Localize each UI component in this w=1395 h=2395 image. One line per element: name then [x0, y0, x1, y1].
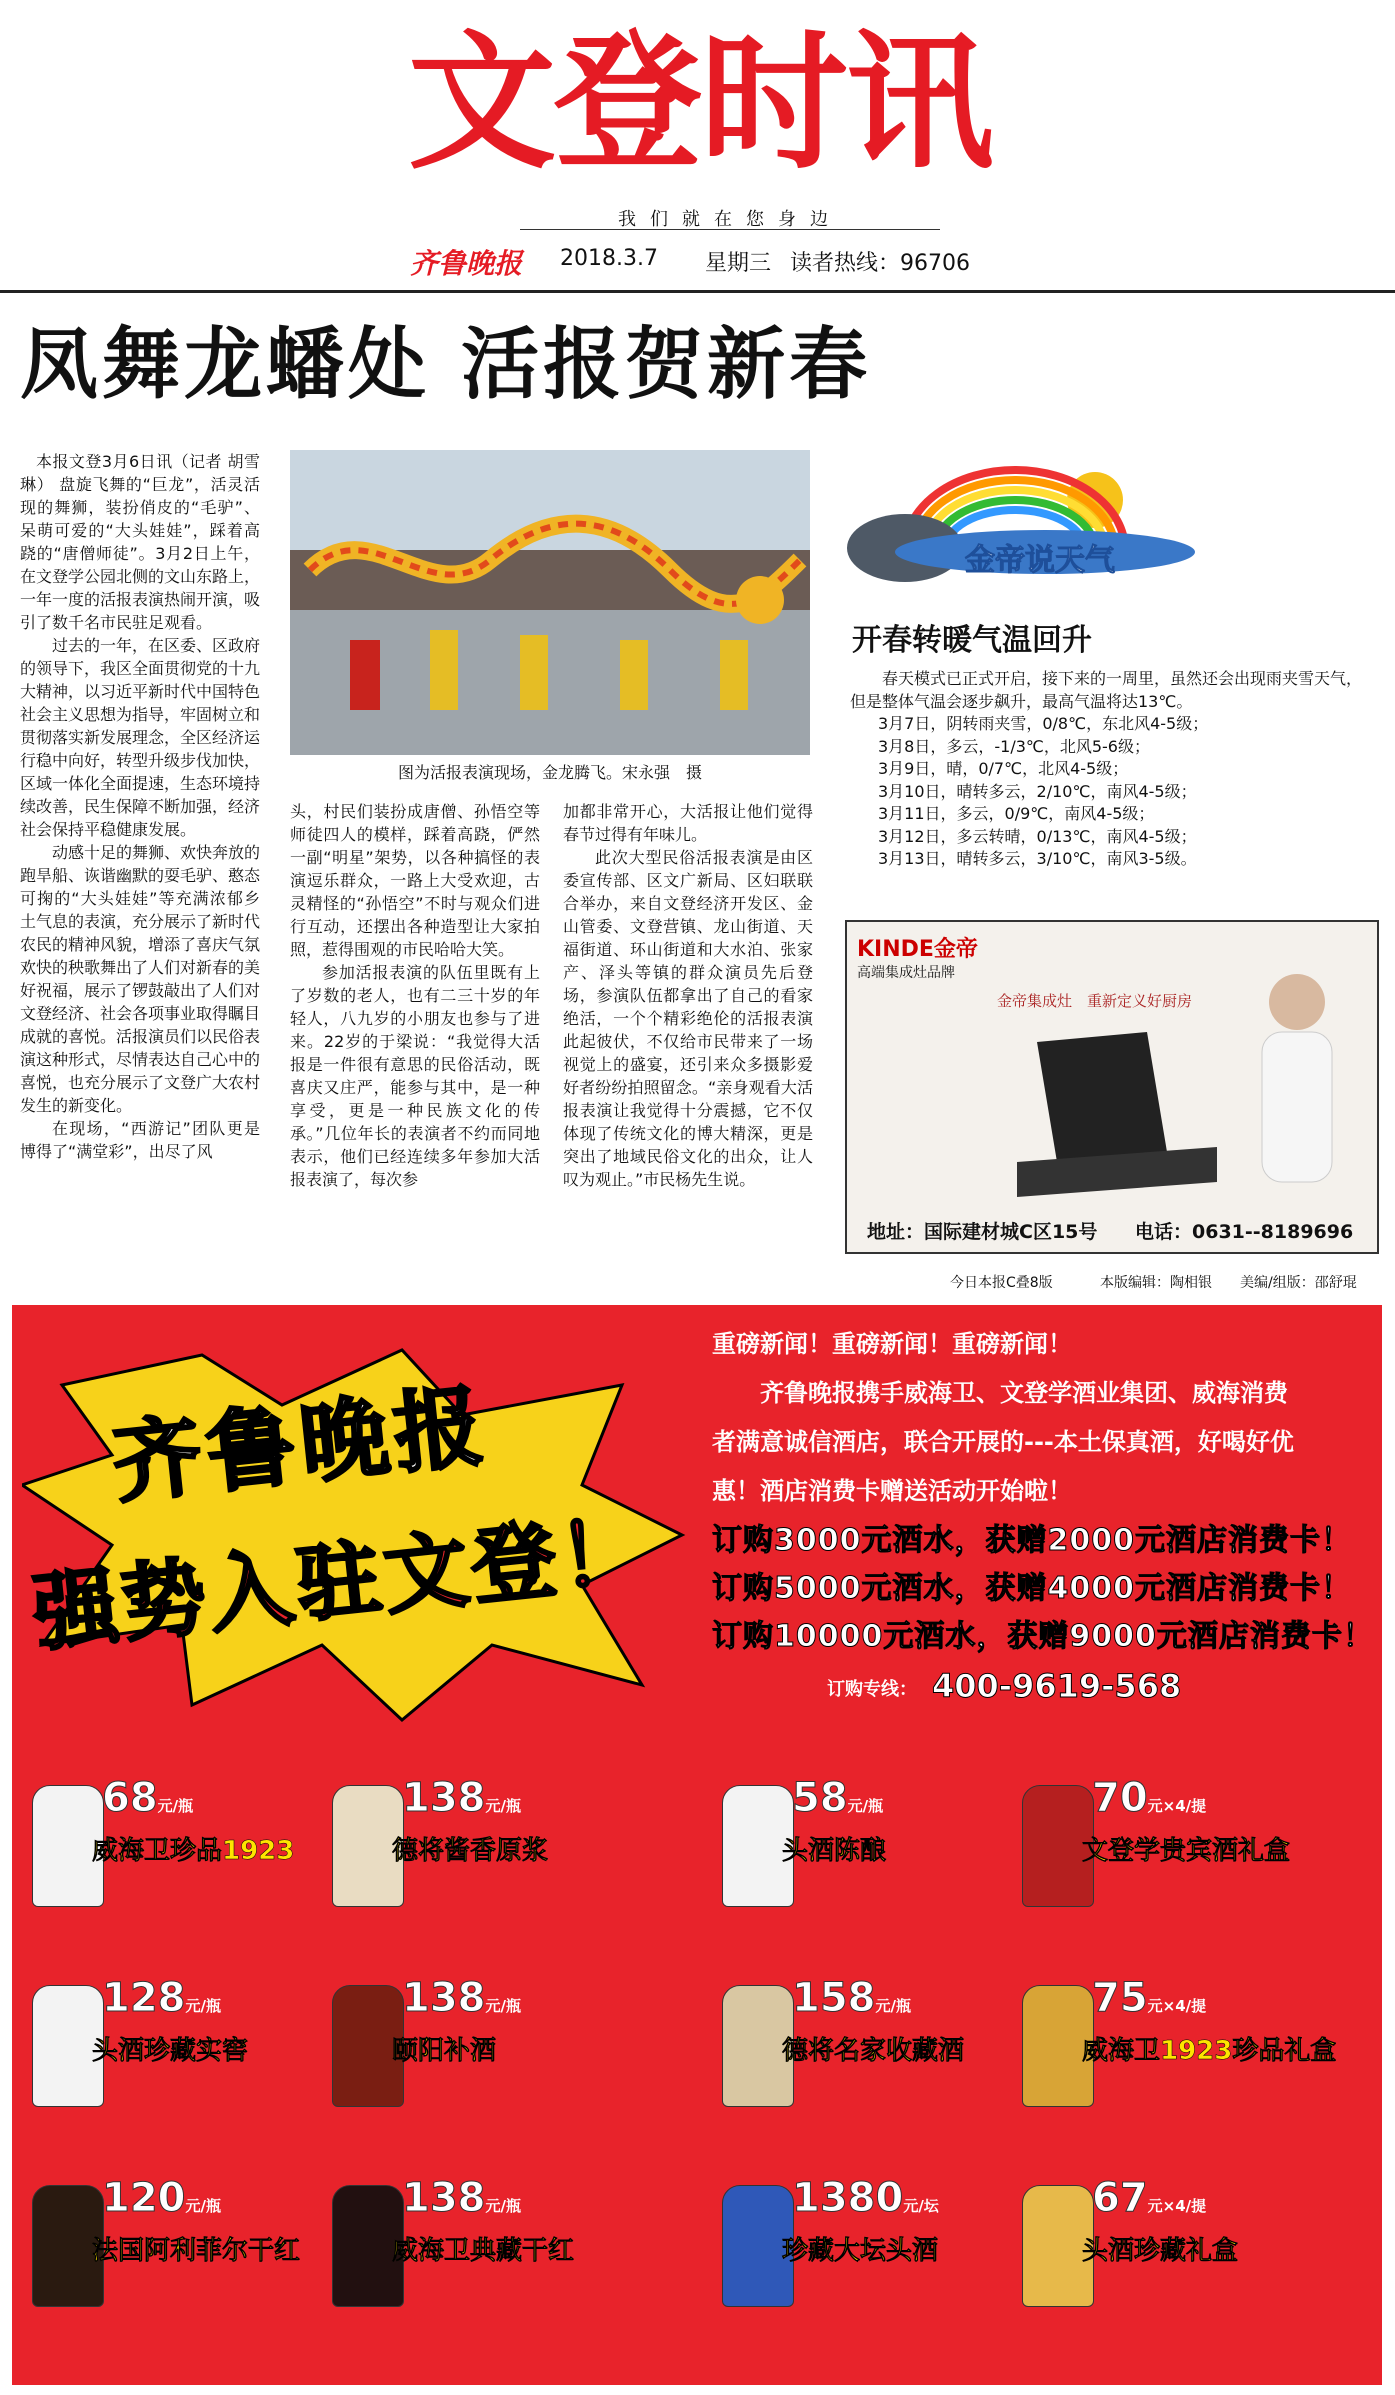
- product-card: [722, 2175, 1052, 2325]
- product-unit: 元/瓶: [485, 1797, 521, 1815]
- kinde-slogan: 金帝集成灶 重新定义好厨房: [997, 992, 1193, 1010]
- product-card: [1022, 1775, 1352, 1925]
- product-name: 头酒陈酿: [782, 1836, 887, 1866]
- promo-copy-line: 者满意诚信酒店，联合开展的---本土保真酒，好喝好优: [712, 1428, 1294, 1456]
- article-paragraph: 动感十足的舞狮、欢快奔放的跑旱船、诙谐幽默的耍毛驴、憨态可掬的“大头娃娃”等充满浓郁乡土气息的表演，充分展示了新时代农民的精神风貌，增添了喜庆气氛欢快的秧歌舞出了人们对新春的美好祝福，展示了锣鼓敲出了人们对文登经济、社会各项事业取得瞩目成就的喜悦。活报演员们以民俗表演这种形式，尽情表达自己心中的喜悦，也充分展示了文登广大农村发生的新变化。: [20, 843, 261, 1115]
- article-paragraph: 头，村民们装扮成唐僧、孙悟空等师徒四人的模样，踩着高跷，俨然一副“明星”架势，以各种搞怪的表演逗乐群众，一路上大受欢迎，古灵精怪的“孙悟空”不时与观众们进行互动，还摆出各种造型让大家拍照，惹得围观的市民哈哈大笑。: [290, 802, 540, 959]
- newspaper-title: 文登时讯: [408, 17, 992, 189]
- model-photo: [1227, 962, 1367, 1202]
- product-price: 138元/瓶: [402, 2175, 521, 2221]
- product-unit: 元/瓶: [185, 1997, 221, 2015]
- forecast-day: 3月12日，多云转晴，0/13℃，南风4-5级；: [878, 826, 1197, 846]
- product-card: [332, 1775, 662, 1925]
- article-paragraph: 参加活报表演的队伍里既有上了岁数的老人，也有二三十岁的年轻人，八九岁的小朋友也参与了进来。22岁的于梁说：“我觉得大活报是一件很有意思的民俗活动，既喜庆又庄严，能参与其中，是一种享受，更是一种民族文化的传承。”几位年长的表演者不约而同地表示，他们已经连续多年参加大活报表演了，每次参: [290, 963, 540, 1189]
- product-unit: 元/瓶: [875, 1997, 911, 2015]
- product-price: 1380元/坛: [792, 2175, 939, 2221]
- forecast-day: 3月11日，多云，0/9℃，南风4-5级；: [878, 804, 1155, 823]
- article-column-3: [563, 800, 813, 1280]
- product-name: 颐阳补酒: [392, 2036, 497, 2066]
- dragon-dance-photo: [290, 450, 810, 755]
- product-name: 头酒珍藏实窖: [92, 2036, 249, 2066]
- product-unit: 元/瓶: [847, 1797, 884, 1815]
- product-price: 68元/瓶: [102, 1775, 194, 1821]
- promo-copy-line: 惠！酒店消费卡赠送活动开始啦！: [712, 1477, 1072, 1505]
- article-paragraph: 加都非常开心，大活报让他们觉得春节过得有年味儿。: [563, 802, 813, 844]
- forecast-day: 3月7日，阴转雨夹雪，0/8℃，东北风4-5级；: [878, 714, 1209, 733]
- product-name: 威海卫典藏干红: [392, 2236, 575, 2266]
- issue-date: 2018.3.7: [560, 246, 658, 271]
- promo-slogan: 强势入驻文登！: [29, 1501, 653, 1663]
- issue-weekday: 星期三: [705, 251, 772, 276]
- promo-offer: 订购5000元酒水，获赠4000元酒店消费卡！: [712, 1571, 1352, 1606]
- designer-credit: 美编/组版：邵舒琨: [1240, 1275, 1357, 1291]
- forecast-day: 3月9日，晴，0/7℃，北风4-5级；: [878, 759, 1129, 778]
- product-card: [332, 1975, 662, 2125]
- promo-brand: 齐鲁晚报: [108, 1373, 494, 1516]
- article-column-1: [20, 450, 260, 1270]
- product-name: 法国阿利菲尔干红: [92, 2236, 301, 2266]
- range-hood-image: [1017, 1032, 1217, 1202]
- masthead-slogan: 我们就在您身边: [520, 205, 940, 230]
- product-name: 珍藏大坛头酒: [782, 2236, 939, 2266]
- product-price: 67元×4/提: [1092, 2175, 1207, 2221]
- product-name: 威海卫珍品1923: [92, 1836, 295, 1866]
- product-card: [1022, 2175, 1352, 2325]
- product-unit: 元/瓶: [185, 2197, 221, 2215]
- kinde-brand: KINDE金帝: [857, 937, 978, 962]
- kinde-phone: 电话：0631--8189696: [1135, 1221, 1354, 1243]
- order-hotline-label: 订购专线：: [827, 1679, 917, 1700]
- promo-advertisement: [12, 1305, 1382, 2385]
- product-card: [32, 1775, 362, 1925]
- editor-credit: 本版编辑：陶相银: [1100, 1275, 1212, 1291]
- product-price: 70元×4/提: [1092, 1775, 1207, 1821]
- product-name: 文登学贵宾酒礼盒: [1082, 1836, 1291, 1866]
- weather-logo-text: 金帝说天气: [965, 543, 1115, 578]
- weather-intro: 春天模式已正式开启，接下来的一周里，虽然还会出现雨夹雪天气，但是整体气温会逐步飙升，最高气温将达13℃。: [850, 669, 1363, 711]
- kinde-address: 地址：国际建材城C区15号: [867, 1221, 1098, 1243]
- product-card: [32, 2175, 362, 2325]
- product-price: 75元×4/提: [1092, 1975, 1207, 2021]
- product-unit: 元/瓶: [485, 1997, 521, 2015]
- product-unit: 元×4/提: [1147, 1797, 1207, 1815]
- promo-copy-line: 齐鲁晚报携手威海卫、文登学酒业集团、威海消费: [760, 1379, 1288, 1407]
- product-price: 138元/瓶: [402, 1975, 521, 2021]
- promo-copy: [712, 1320, 1352, 1516]
- article-paragraph: 本报文登3月6日讯（记者 胡雪琳） 盘旋飞舞的“巨龙”，活灵活现的舞狮，装扮俏皮的“毛驴”、呆萌可爱的“大头娃娃”，踩着高跷的“唐僧师徒”。3月2日上午，在文登学公园北侧的文山东路上，一年一度的活报表演热闹开演，吸引了数千名市民驻足观看。: [20, 452, 261, 632]
- product-unit: 元/瓶: [157, 1797, 194, 1815]
- product-name: 德将名家收藏酒: [782, 2036, 965, 2066]
- product-card: [1022, 1975, 1352, 2125]
- product-name: 威海卫1923珍品礼盒: [1082, 2036, 1337, 2066]
- article-paragraph: 此次大型民俗活报表演是由区委宣传部、区文广新局、区妇联联合举办，来自文登经济开发区、金山管委、文登营镇、龙山街道、天福街道、环山街道和大水泊、张家产、泽头等镇的群众演员先后登场，参演队伍都拿出了自己的看家绝活，一个个精彩绝伦的活报表演此起彼伏，不仅给市民带来了一场视觉上的盛宴，还引来众多摄影爱好者纷纷拍照留念。“亲身观看大活报表演让我觉得十分震撼，它不仅体现了传统文化的博大精深，更是突出了地域民俗文化的出众，让人叹为观止。”市民杨先生说。: [563, 848, 813, 1189]
- promo-offer: 订购10000元酒水，获赠9000元酒店消费卡！: [712, 1619, 1374, 1654]
- product-price: 58元/瓶: [792, 1775, 884, 1821]
- product-price: 128元/瓶: [102, 1975, 221, 2021]
- photo-caption: 图为活报表演现场，金龙腾飞。宋永强 摄: [397, 763, 702, 782]
- product-card: [722, 1975, 1052, 2125]
- product-card: [332, 2175, 662, 2325]
- weather-title: 开春转暖气温回升: [852, 623, 1092, 658]
- product-name: 德将酱香原浆: [392, 1836, 549, 1866]
- brand-logo: 齐鲁晚报: [410, 247, 523, 280]
- product-unit: 元/坛: [903, 2197, 939, 2215]
- reader-hotline: 读者热线：96706: [790, 251, 970, 276]
- product-price: 120元/瓶: [102, 2175, 221, 2221]
- news-photo: [290, 450, 810, 755]
- product-card: [722, 1775, 1052, 1925]
- order-hotline-number: 400-9619-568: [932, 1667, 1182, 1705]
- product-price: 158元/瓶: [792, 1975, 911, 2021]
- product-unit: 元×4/提: [1147, 1997, 1207, 2015]
- article-paragraph: 在现场，“西游记”团队更是博得了“满堂彩”，出尽了风: [20, 1119, 260, 1161]
- product-price: 138元/瓶: [402, 1775, 521, 1821]
- forecast-day: 3月10日，晴转多云，2/10℃，南风4-5级；: [878, 781, 1197, 801]
- page-reference: 今日本报C叠8版: [950, 1275, 1053, 1291]
- weather-forecast: [850, 668, 1370, 871]
- product-unit: 元×4/提: [1147, 2197, 1207, 2215]
- article-column-2: [290, 800, 540, 1280]
- masthead-divider: [0, 290, 1395, 293]
- weather-logo: [845, 460, 1215, 590]
- promo-offer: 订购3000元酒水，获赠2000元酒店消费卡！: [712, 1523, 1352, 1558]
- kinde-subtitle: 高端集成灶品牌: [857, 965, 955, 981]
- article-paragraph: 过去的一年，在区委、区政府的领导下，我区全面贯彻党的十九大精神，以习近平新时代中国特色社会主义思想为指导，牢固树立和贯彻落实新发展理念，全区经济运行稳中向好，转型升级步伐加快，区域一体化全面提速，生态环境持续改善，民生保障不断加强，经济社会保持平稳健康发展。: [20, 636, 261, 839]
- product-name: 头酒珍藏礼盒: [1082, 2236, 1239, 2266]
- product-unit: 元/瓶: [485, 2197, 521, 2215]
- main-headline: 凤舞龙蟠处 活报贺新春: [20, 320, 872, 410]
- masthead: [0, 0, 1395, 300]
- forecast-day: 3月13日，晴转多云，3/10℃，南风3-5级。: [878, 849, 1197, 868]
- product-card: [32, 1975, 362, 2125]
- forecast-day: 3月8日，多云，-1/3℃，北风5-6级；: [878, 736, 1150, 756]
- promo-copy-line: 重磅新闻！重磅新闻！重磅新闻！: [712, 1330, 1072, 1358]
- kinde-advertisement: [845, 920, 1379, 1254]
